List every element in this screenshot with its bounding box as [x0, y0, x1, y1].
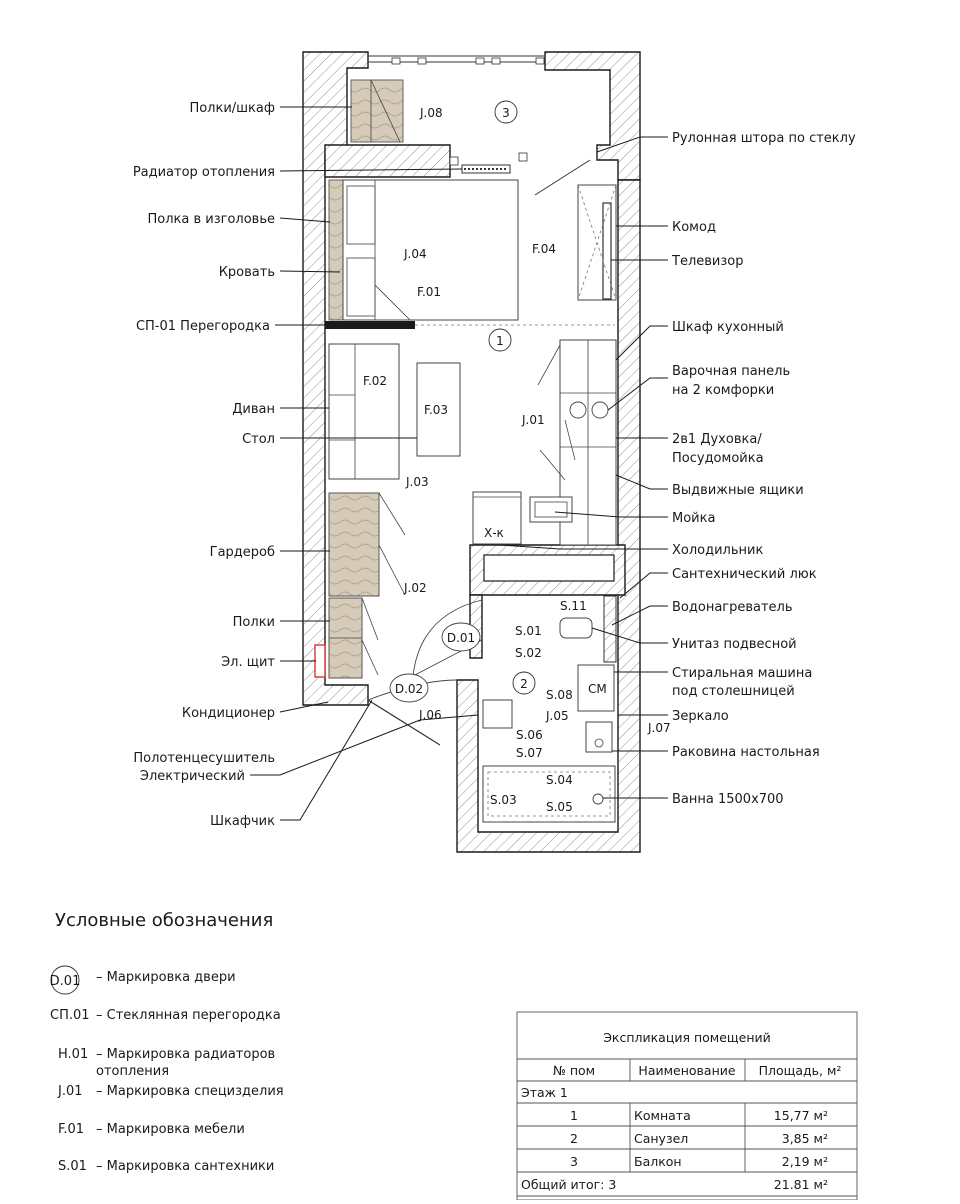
- wardrobe: [329, 493, 379, 596]
- legend-text-door: – Маркировка двери: [96, 970, 236, 985]
- legend-symbol-special: J.01: [58, 1084, 83, 1099]
- legend-text-furniture: – Маркировка мебели: [96, 1122, 245, 1137]
- legend-text-radiator-2: отопления: [96, 1064, 170, 1079]
- code-f03: F.03: [424, 403, 449, 417]
- label-kitchen-cabinet: Шкаф кухонный: [672, 320, 784, 335]
- label-oven: 2в1 Духовка/: [672, 432, 762, 447]
- sofa: [329, 344, 399, 479]
- balcony-shelves: [351, 80, 403, 142]
- code-s11: S.11: [560, 599, 587, 613]
- label-bed: Кровать: [218, 265, 275, 280]
- label-shelves-cabinet: Полки/шкаф: [189, 101, 275, 116]
- label-water-heater: Водонагреватель: [672, 600, 793, 615]
- code-f04: F.04: [532, 242, 557, 256]
- legend: [50, 910, 284, 1174]
- code-f02: F.02: [363, 374, 388, 388]
- washbasin: [586, 722, 612, 752]
- code-s01: S.01: [515, 624, 542, 638]
- legend-text-radiator: – Маркировка радиаторов: [96, 1047, 276, 1062]
- code-d01: D.01: [446, 631, 476, 645]
- code-f01: F.01: [417, 285, 442, 299]
- code-s04: S.04: [546, 773, 573, 787]
- label-tv: Телевизор: [672, 254, 744, 269]
- table-header-name: Наименование: [638, 1063, 736, 1078]
- label-mirror: Зеркало: [672, 709, 729, 724]
- legend-symbol-plumbing: S.01: [58, 1159, 87, 1174]
- legend-symbol-radiator: H.01: [58, 1047, 89, 1062]
- code-j07: J.07: [648, 721, 671, 735]
- label-toilet: Унитаз подвесной: [672, 637, 797, 652]
- label-oven-2: Посудомойка: [672, 451, 764, 466]
- code-j03: J.03: [406, 475, 429, 489]
- legend-text-glass: – Стеклянная перегородка: [96, 1008, 281, 1023]
- code-j06: J.06: [419, 708, 442, 722]
- code-j08: J.08: [420, 106, 443, 120]
- label-washing-machine-2: под столешницей: [672, 684, 795, 699]
- bed-headboard-shelf: [329, 180, 343, 320]
- legend-symbol-furniture: F.01: [58, 1122, 85, 1137]
- label-drawers: Выдвижные ящики: [672, 483, 804, 498]
- label-hob-2: на 2 комфорки: [672, 383, 775, 398]
- toilet: [560, 618, 592, 638]
- right-labels: [500, 131, 856, 807]
- code-cm: СМ: [588, 682, 607, 696]
- code-j02: J.02: [404, 581, 427, 595]
- label-towel-dryer-2: Электрический: [139, 769, 245, 784]
- code-s05: S.05: [546, 800, 573, 814]
- code-j05: J.05: [546, 709, 569, 723]
- table-row-2-num: 2: [570, 1131, 578, 1146]
- label-sofa: Диван: [232, 402, 275, 417]
- table-row-2-area: 3,85 м²: [781, 1131, 828, 1146]
- code-s06: S.06: [516, 728, 543, 742]
- room-1-number: 1: [496, 334, 504, 348]
- label-small-cabinet: Шкафчик: [210, 814, 275, 829]
- table-header-num: № пом: [552, 1063, 596, 1078]
- table-header-area: Площадь, м²: [758, 1063, 842, 1078]
- label-towel-dryer: Полотенцесушитель: [133, 751, 275, 766]
- label-electric-panel: Эл. щит: [221, 655, 275, 670]
- table-row-1-name: Комната: [634, 1108, 691, 1123]
- table-row-3-area: 2,19 м²: [781, 1154, 828, 1169]
- label-wardrobe: Гардероб: [209, 545, 275, 560]
- label-bathtub: Ванна 1500х700: [672, 792, 784, 807]
- table-row-2-name: Санузел: [634, 1131, 689, 1146]
- code-j01: J.01: [522, 413, 545, 427]
- label-roller-blind: Рулонная штора по стеклу: [672, 131, 856, 146]
- code-s02: S.02: [515, 646, 542, 660]
- code-s07: S.07: [516, 746, 543, 760]
- label-table: Стол: [242, 432, 275, 447]
- electric-panel: [315, 645, 325, 677]
- code-s08: S.08: [546, 688, 573, 702]
- balcony-window: [368, 56, 545, 64]
- code-d02: D.02: [394, 682, 424, 696]
- code-s03: S.03: [490, 793, 517, 807]
- table-total-label: Общий итог: 3: [521, 1177, 617, 1192]
- table-row-1-area: 15,77 м²: [773, 1108, 828, 1123]
- legend-text-plumbing: – Маркировка сантехники: [96, 1159, 275, 1174]
- label-fridge: Холодильник: [672, 543, 764, 558]
- glass-partition: [325, 321, 415, 329]
- room-2-number: 2: [520, 677, 528, 691]
- explication-table: [517, 1012, 857, 1200]
- label-shelves: Полки: [232, 615, 275, 630]
- room-3-number: 3: [502, 106, 510, 120]
- label-hob: Варочная панель: [672, 364, 791, 379]
- label-air-conditioner: Кондиционер: [181, 706, 275, 721]
- label-washbasin: Раковина настольная: [672, 745, 820, 760]
- label-radiator: Радиатор отопления: [132, 165, 275, 180]
- water-heater: [604, 596, 616, 662]
- table-total-area: 21.81 м²: [773, 1177, 828, 1192]
- label-plumbing-hatch: Сантехнический люк: [672, 567, 817, 582]
- table-row-3-name: Балкон: [634, 1154, 682, 1169]
- legend-text-special: – Маркировка специзделия: [96, 1084, 284, 1099]
- legend-title: Условные обозначения: [55, 910, 274, 931]
- table-row-3-num: 3: [570, 1154, 578, 1169]
- label-headboard-shelf: Полка в изголовье: [147, 212, 275, 227]
- code-xk: Х-к: [484, 526, 504, 540]
- label-washing-machine: Стиральная машина: [672, 666, 813, 681]
- table-row-1-num: 1: [570, 1108, 578, 1123]
- label-sink: Мойка: [672, 511, 716, 526]
- label-dresser: Комод: [672, 220, 716, 235]
- table-floor: Этаж 1: [521, 1085, 568, 1100]
- bath-cabinet: [483, 700, 512, 728]
- legend-symbol-door: D.01: [49, 974, 81, 989]
- code-j04: J.04: [404, 247, 427, 261]
- label-partition: СП-01 Перегородка: [135, 319, 270, 334]
- legend-symbol-glass: СП.01: [50, 1008, 90, 1023]
- tv: [603, 203, 611, 299]
- table-title: Экспликация помещений: [603, 1030, 771, 1045]
